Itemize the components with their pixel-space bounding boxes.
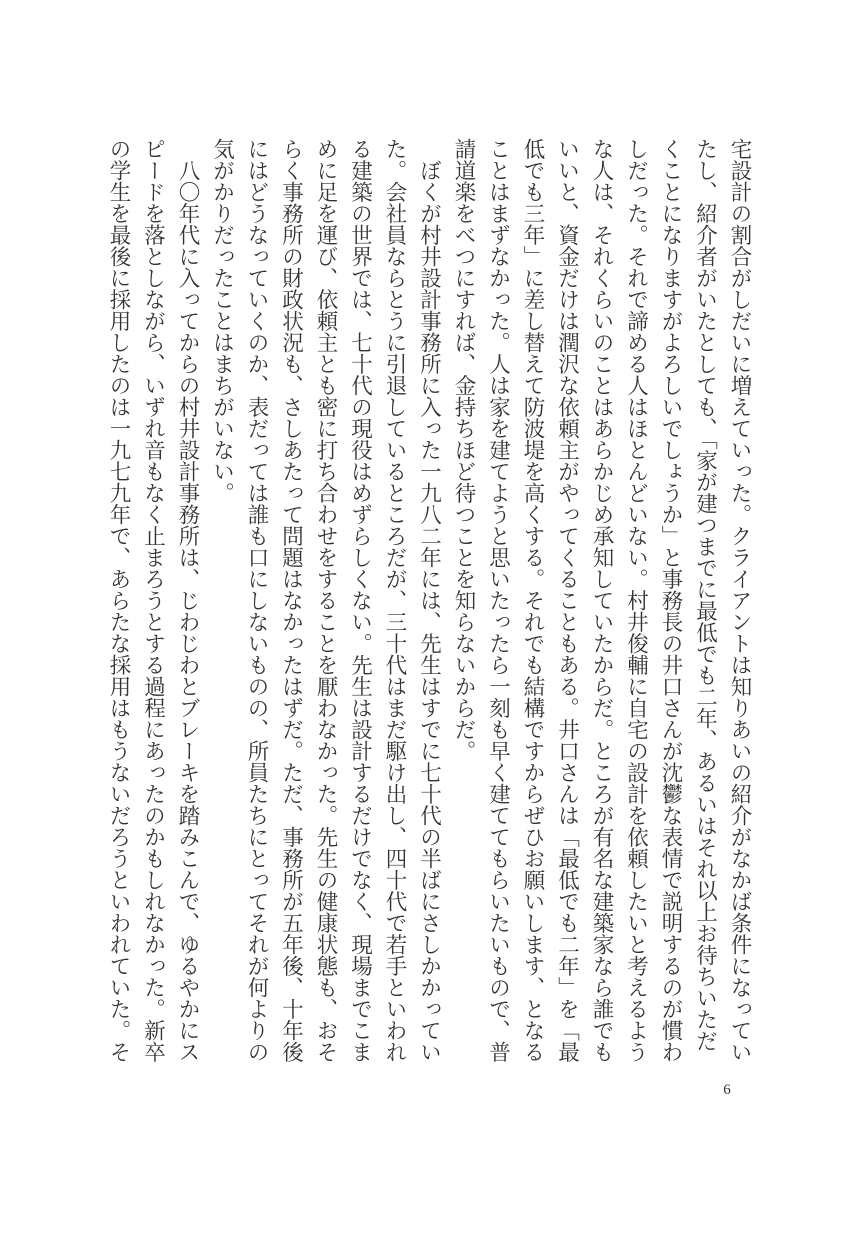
text-line: 気がかりだったことはまちがいない。 <box>209 138 235 504</box>
text-line: めに足を運び、依頼主とも密に打ち合わせをすることを厭わなかった。先生の健康状態も、おそ <box>313 138 338 1063</box>
text-line: ぼくが村井設計事務所に入った一九八二年には、先生はすでに七十代の半ばにさしかかってい <box>416 138 442 1063</box>
text-line: な人は、それくらいのことはあらかじめ承知していたからだ。ところが有名な建築家なら誰でも <box>589 138 614 1063</box>
text-line: しだった。それで諦める人はほとんどいない。村井俊輔に自宅の設計を依頼したいと考えるよう <box>623 138 649 1063</box>
text-line: にはどうなっていくのか、表だっては誰も口にしないものの、所員たちにとってそれが何よりの <box>244 138 269 1063</box>
text-line: 八〇年代に入ってからの村井設計事務所は、じわじわとブレーキを踏みこんで、ゆるやかにス <box>175 138 200 1063</box>
text-line: たし、紹介者がいたとしても、「家が建つまでに最低でも二年、あるいはそれ以上お待ちいただ <box>692 138 718 1052</box>
text-line: ことはまずなかった。人は家を建てようと思いたったら一刻も早く建ててもらいたいもので、普 <box>485 138 511 1063</box>
vertical-text-body <box>106 138 756 1063</box>
text-line: 宅設計の割合がしだいに増えていった。クライアントは知りあいの紹介がなかば条件になってい <box>727 138 752 1063</box>
text-line: 低でも三年」に差し替えて防波堤を高くする。それでも結構ですからぜひお願いします、となる <box>520 138 545 1063</box>
text-line: らく事務所の財政状況も、さしあたって問題はなかったはずだ。ただ、事務所が五年後、十年後 <box>278 138 304 1063</box>
text-line: 請道楽をべつにすれば、金持ちほど待つことを知らないからだ。 <box>451 138 476 762</box>
text-line: ピードを落としながら、いずれ音もなく止まろうとする過程にあったのかもしれなかった。新卒 <box>140 138 166 1063</box>
text-line: くことになりますがよろしいでしょうか」と事務長の井口さんが沈鬱な表情で説明するのが慣わ <box>658 138 683 1063</box>
text-line: た。会社員ならとうに引退しているところだが、三十代はまだ駆け出し、四十代で若手といわれ <box>382 138 407 1063</box>
text-line: る建築の世界では、七十代の現役はめずらしくない。先生は設計するだけでなく、現場までこま <box>347 138 373 1063</box>
text-line: いいと、資金だけは潤沢な依頼主がやってくることもある。井口さんは「最低でも二年」を「最 <box>554 138 580 1063</box>
page-number: 6 <box>723 1082 731 1098</box>
text-line: の学生を最後に採用したのは一九七九年で、あらたな採用はもうないだろうといわれていた。そ <box>106 138 131 1063</box>
